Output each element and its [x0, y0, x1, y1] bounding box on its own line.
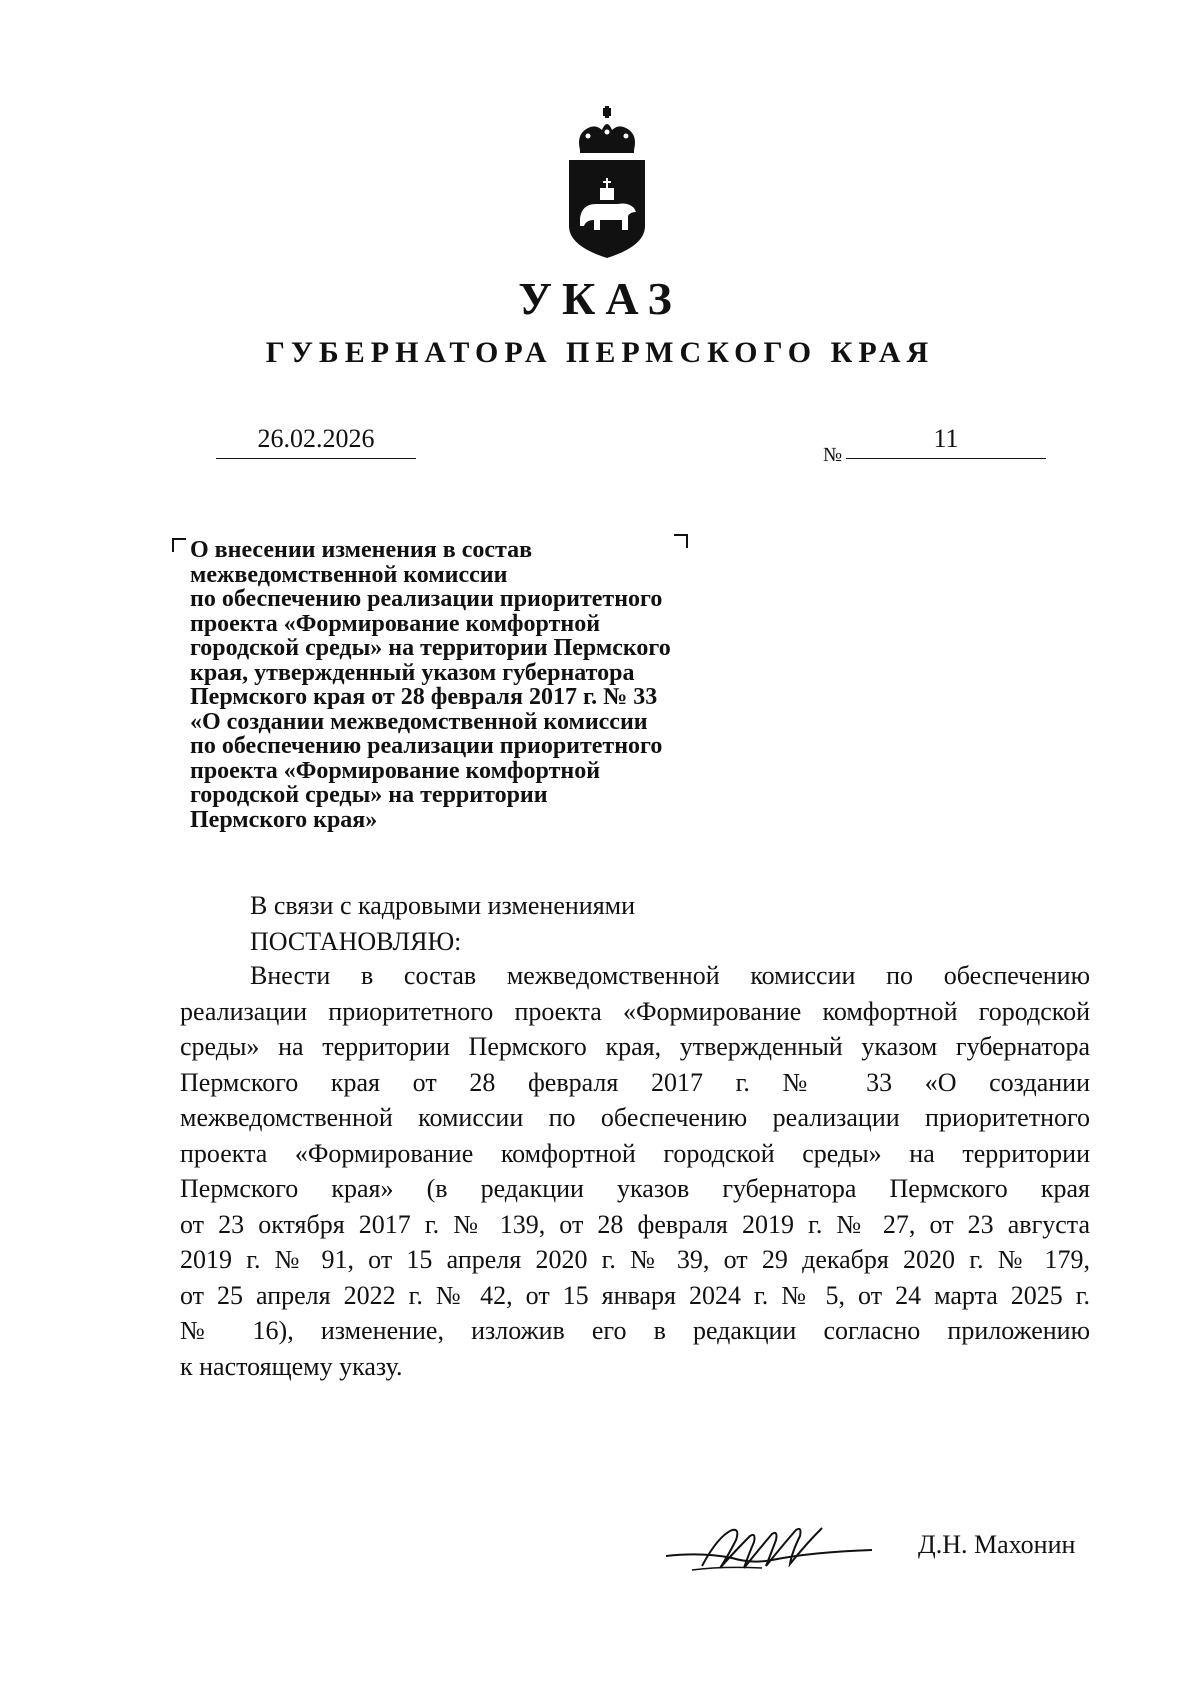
body-line: среды» на территории Пермского края, утвержденный указом губернатора: [180, 1032, 1090, 1061]
body-line: Пермского края от 28 февраля 2017 г. № 33 «О создании: [180, 1067, 1090, 1097]
heading-line: городской среды» на территории Пермского: [190, 635, 671, 661]
heading-line: Пермского края от 28 февраля 2017 г. № 33: [190, 684, 658, 710]
body-line: реализации приоритетного проекта «Формирование комфортной городской: [180, 996, 1090, 1026]
document-date: 26.02.2026: [216, 424, 416, 459]
body-line: 2019 г. № 91, от 15 апреля 2020 г. № 39, от 29 декабря 2020 г. № 179,: [180, 1245, 1090, 1274]
heading-line: городской среды» на территории: [190, 782, 548, 808]
heading-corner-mark-left: [172, 538, 186, 552]
heading-line: проекта «Формирование комфортной: [190, 610, 601, 637]
heading-line: «О создании межведомственной комиссии: [190, 708, 648, 735]
decree-heading: [190, 538, 790, 832]
number-sign: №: [823, 444, 843, 466]
document-title: УКАЗ: [518, 273, 682, 324]
heading-line: межведомственной комиссии: [190, 561, 508, 588]
heading-line: по обеспечению реализации приоритетного: [190, 586, 663, 612]
decree-intro: [250, 888, 635, 960]
body-line: межведомственной комиссии по обеспечению реализации приоритетного: [180, 1103, 1090, 1132]
body-line: Внести в состав межведомственной комиссии по обеспечению: [250, 961, 1090, 990]
heading-line: Пермского края»: [190, 806, 378, 833]
heading-line: края, утвержденный указом губернатора: [190, 659, 635, 686]
body-line: к настоящему указу.: [180, 1351, 403, 1381]
intro-resolve: ПОСТАНОВЛЯЮ:: [250, 927, 462, 956]
body-line: Пермского края» (в редакции указов губернатора Пермского края: [180, 1174, 1090, 1203]
coat-of-arms-icon: [566, 106, 648, 258]
handwritten-signature-icon: [662, 1516, 882, 1586]
body-line: проекта «Формирование комфортной городской среды» на территории: [180, 1138, 1090, 1168]
heading-line: по обеспечению реализации приоритетного: [190, 733, 663, 759]
document-subtitle: ГУБЕРНАТОРА ПЕРМСКОГО КРАЯ: [265, 336, 935, 369]
body-line: от 25 апреля 2022 г. № 42, от 15 января 2024 г. № 5, от 24 марта 2025 г.: [180, 1280, 1090, 1310]
decree-body: [180, 958, 1090, 1384]
body-line: № 16), изменение, изложив его в редакции согласно приложению: [180, 1316, 1090, 1345]
heading-line: О внесении изменения в состав: [190, 537, 533, 563]
signer-name: Д.Н. Махонин: [918, 1530, 1076, 1559]
document-number: 11: [846, 424, 1046, 459]
body-line: от 23 октября 2017 г. № 139, от 28 февраля 2019 г. № 27, от 23 августа: [180, 1209, 1090, 1239]
heading-line: проекта «Формирование комфортной: [190, 757, 601, 784]
intro-reason: В связи с кадровыми изменениями: [250, 891, 636, 920]
